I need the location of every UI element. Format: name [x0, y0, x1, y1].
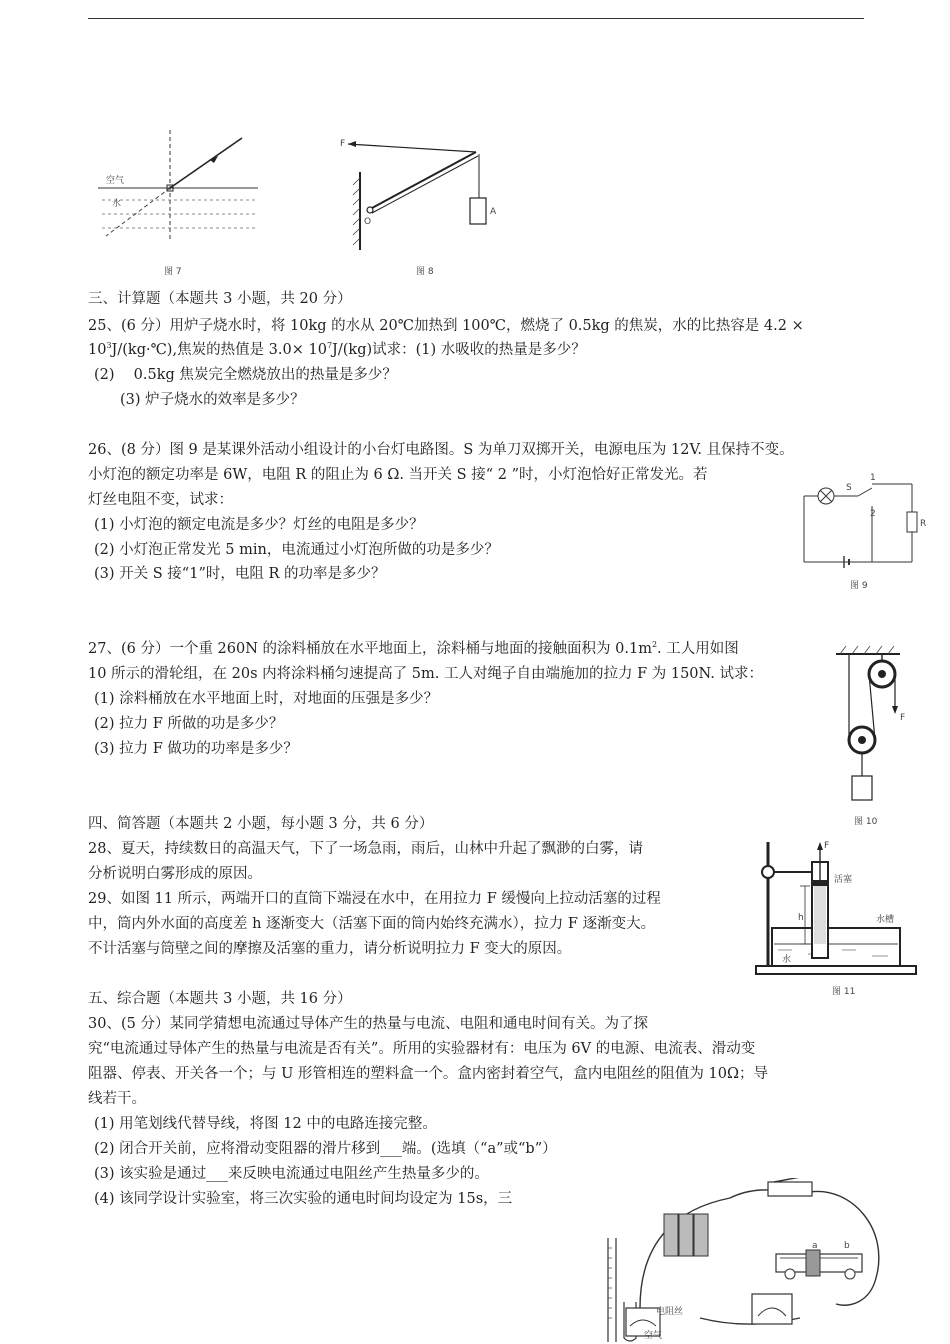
- fig8-a-label: A: [490, 207, 497, 217]
- fig11-h-label: h: [798, 913, 804, 923]
- section3-heading: 三、计算题（本题共 3 小题，共 20 分）: [88, 291, 352, 307]
- fig11-water-label: 水: [782, 955, 792, 965]
- q25-line2: $10^3J/(kg\cdot℃)$,焦炭的热值是 $3.0\times 10^7J/(kg)$试求：(1) 水吸收的热量是多少？: [88, 341, 586, 358]
- fig11-piston-label: 活塞: [834, 875, 853, 885]
- fig12-a-label: a: [812, 1241, 818, 1251]
- q25-line4: (3) 炉子烧水的效率是多少？: [120, 392, 305, 408]
- figure-10: [826, 640, 916, 832]
- q26-line2: 小灯泡的额定功率是 6W，电阻 R 的阻止为 6 Ω. 当开关 S 接“ 2 ”时，小灯泡恰好正常发光。若: [88, 467, 708, 483]
- q26-line4: (1) 小灯泡的额定电流是多少？灯丝的电阻是多少？: [94, 517, 424, 533]
- section4-heading: 四、简答题（本题共 2 小题，每小题 3 分，共 6 分）: [88, 816, 434, 832]
- fig11-f-label: F: [824, 841, 830, 851]
- q30-line7: (3) 该实验是通过___来反映电流通过电阻丝产生热量多少的。: [94, 1166, 489, 1182]
- q25-line1: 25、(6 分）用炉子烧水时，将 10kg 的水从 20℃加热到 100℃，燃烧了 0.5kg 的焦炭，水的比热容是 4.2 ×: [88, 318, 804, 334]
- q29-line3: 不计活塞与筒壁之间的摩擦及活塞的重力，请分析说明拉力 F 变大的原因。: [88, 941, 572, 957]
- q30-line5: (1) 用笔划线代替导线，将图 12 中的电路连接完整。: [94, 1116, 437, 1132]
- fig8-caption: 图 8: [416, 267, 434, 277]
- q28-line1: 28、夏天，持续数日的高温天气，下了一场急雨，雨后，山林中升起了飘渺的白雾，请: [88, 841, 643, 857]
- q30-line4: 线若干。: [88, 1091, 146, 1107]
- fig9-r-label: R: [920, 519, 927, 529]
- figure-8: [336, 132, 506, 280]
- fig12-air-label: 空气: [644, 1331, 663, 1341]
- q27-line4: (2) 拉力 F 所做的功是多少？: [94, 716, 284, 732]
- q26-line3: 灯丝电阻不变，试求：: [88, 492, 233, 508]
- q28-line2: 分析说明白雾形成的原因。: [88, 866, 262, 882]
- fig7-air-label: 空气: [106, 176, 125, 186]
- fig7-water-label: 水: [112, 199, 122, 209]
- q27-line5: (3) 拉力 F 做功的功率是多少？: [94, 741, 298, 757]
- q30-line3: 阻器、停表、开关各一个；与 U 形管相连的塑料盒一个。盒内密封着空气，盒内电阻丝的阻值为 10Ω；导: [88, 1066, 769, 1082]
- q29-line1: 29、如图 11 所示，两端开口的直筒下端浸在水中，在用拉力 F 缓慢向上拉动活塞的过程: [88, 891, 661, 907]
- fig9-caption: 图 9: [850, 581, 868, 591]
- fig11-caption: 图 11: [832, 987, 856, 997]
- figure-11: [752, 832, 922, 1000]
- fig9-1-label: 1: [870, 473, 876, 483]
- fig9-s-label: S: [846, 483, 852, 493]
- fig12-b-label: b: [844, 1241, 850, 1251]
- q27-line3: (1) 涂料桶放在水平地面上时，对地面的压强是多少？: [94, 691, 439, 707]
- figure-12: [600, 1178, 904, 1342]
- fig7-caption: 图 7: [164, 267, 182, 277]
- fig8-o-label: O: [364, 217, 372, 227]
- q27-line1: 27、(6 分）一个重 260N 的涂料桶放在水平地面上，涂料桶与地面的接触面积为 $0.1m^2$. 工人用如图: [88, 640, 739, 657]
- fig10-f-label: F: [900, 713, 906, 723]
- q26-line5: (2) 小灯泡正常发光 5 min，电流通过小灯泡所做的功是多少？: [94, 542, 499, 558]
- fig10-caption: 图 10: [854, 817, 878, 827]
- q30-line2: 究“电流通过导体产生的热量与电流是否有关”。所用的实验器材有：电压为 6V 的电源、电流表、滑动变: [88, 1041, 756, 1057]
- q30-line6: (2) 闭合开关前，应将滑动变阻器的滑片移到___端。(选填（“a”或“b”）: [94, 1141, 557, 1157]
- figure-9: [792, 466, 930, 594]
- q27-line2: 10 所示的滑轮组，在 20s 内将涂料桶匀速提高了 5m. 工人对绳子自由端施加的拉力 F 为 150N. 试求：: [88, 666, 764, 682]
- fig12-wire-label: 电阻丝: [656, 1307, 684, 1317]
- q30-line1: 30、(5 分）某同学猜想电流通过导体产生的热量与电流、电阻和通电时间有关。为了探: [88, 1016, 648, 1032]
- top-rule: [88, 18, 864, 19]
- figure-7: [98, 130, 258, 280]
- q25-line3: (2) 0.5kg 焦炭完全燃烧放出的热量是多少？: [94, 367, 397, 383]
- fig11-tank-label: 水槽: [876, 915, 895, 925]
- q29-line2: 中，筒内外水面的高度差 h 逐渐变大（活塞下面的筒内始终充满水），拉力 F 逐渐变大。: [88, 916, 656, 932]
- q26-line1: 26、(8 分）图 9 是某课外活动小组设计的小台灯电路图。S 为单刀双掷开关，电源电压为 12V. 且保持不变。: [88, 442, 794, 458]
- q26-line6: (3) 开关 S 接“1”时，电阻 R 的功率是多少？: [94, 566, 386, 582]
- fig9-2-label: 2: [870, 509, 876, 519]
- section5-heading: 五、综合题（本题共 3 小题，共 16 分）: [88, 991, 352, 1007]
- q30-line8: (4) 该同学设计实验室，将三次实验的通电时间均设定为 15s，三: [94, 1191, 513, 1207]
- fig8-f-label: F: [340, 139, 346, 149]
